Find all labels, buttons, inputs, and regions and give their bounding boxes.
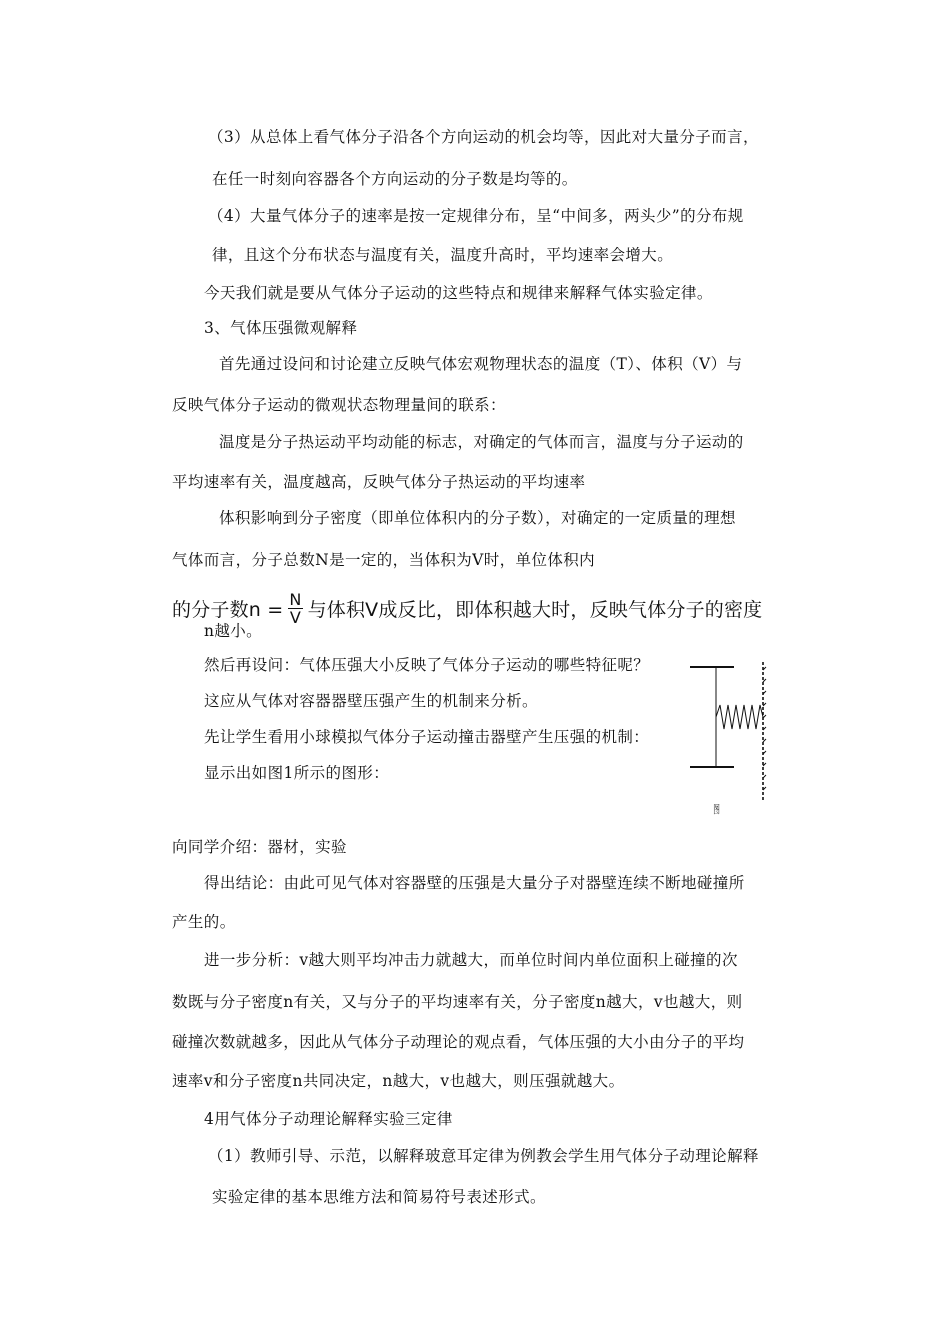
formula-suffix: 与体积V成反比，即体积越大时，反映气体分子的密度	[307, 598, 763, 621]
further-analysis-line-3: 碰撞次数就越多，因此从气体分子动理论的观点看，气体压强的大小由分子的平均	[172, 1033, 745, 1051]
section-4-heading: 4用气体分子动理论解释实验三定律	[204, 1110, 453, 1128]
intro-line-1: 首先通过设问和讨论建立反映气体宏观物理状态的温度（T）、体积（V）与	[219, 355, 743, 373]
n-smaller-line: n越小。	[204, 622, 263, 640]
paragraph-3-line-2: 在任一时刻向容器各个方向运动的分子数是均等的。	[212, 170, 578, 188]
teacher-line-1: （1）教师引导、示范，以解释玻意耳定律为例教会学生用气体分子动理论解释	[208, 1147, 759, 1165]
further-analysis-line-2: 数既与分子密度n有关，又与分子的平均速率有关，分子密度n越大，v也越大，则	[172, 993, 743, 1011]
fraction-numerator: N	[289, 589, 302, 609]
figure-1-diagram	[684, 660, 774, 830]
paragraph-4-line-2: 律，且这个分布状态与温度有关，温度升高时，平均速率会增大。	[212, 246, 674, 264]
spring-zigzag	[716, 705, 763, 729]
conclusion-line-2: 产生的。	[172, 913, 236, 931]
formula-prefix: 的分子数n =	[172, 598, 284, 621]
analyze-line: 这应从气体对容器器壁压强产生的机制来分析。	[204, 692, 538, 710]
paragraph-4-line-1: （4）大量气体分子的速率是按一定规律分布，呈“中间多，两头少”的分布规	[208, 207, 744, 225]
introduce-line: 向同学介绍：器材，实验	[172, 838, 347, 856]
teacher-line-2: 实验定律的基本思维方法和简易符号表述形式。	[212, 1188, 546, 1206]
figure-caption: 图	[713, 803, 720, 816]
temperature-line-2: 平均速率有关，温度越高，反映气体分子热运动的平均速率	[172, 473, 586, 491]
demo-line: 先让学生看用小球模拟气体分子运动撞击器壁产生压强的机制：	[204, 728, 650, 746]
spring-wall-figure	[684, 660, 774, 830]
fraction-denominator: V	[289, 607, 302, 627]
paragraph-3-line-1: （3）从总体上看气体分子沿各个方向运动的机会均等，因此对大量分子而言，	[208, 128, 759, 146]
intro-line-2: 反映气体分子运动的微观状态物理量间的联系：	[172, 396, 506, 414]
temperature-line-1: 温度是分子热运动平均动能的标志，对确定的气体而言，温度与分子运动的	[219, 433, 744, 451]
volume-line-1: 体积影响到分子密度（即单位体积内的分子数），对确定的一定质量的理想	[219, 509, 736, 527]
volume-line-2: 气体而言，分子总数N是一定的，当体积为V时，单位体积内	[172, 551, 596, 569]
fraction-n-over-v	[287, 591, 303, 626]
further-analysis-line-1: 进一步分析：v越大则平均冲击力就越大，而单位时间内单位面积上碰撞的次	[204, 951, 738, 969]
question-line: 然后再设问：气体压强大小反映了气体分子运动的哪些特征呢？	[204, 656, 650, 674]
conclusion-line-1: 得出结论：由此可见气体对容器壁的压强是大量分子对器壁连续不断地碰撞所	[204, 874, 745, 892]
today-paragraph: 今天我们就是要从气体分子运动的这些特点和规律来解释气体实验定律。	[204, 284, 713, 302]
section-3-heading: 3、气体压强微观解释	[204, 319, 358, 337]
show-figure-line: 显示出如图1所示的图形：	[204, 764, 390, 782]
further-analysis-line-4: 速率v和分子密度n共同决定，n越大，v也越大，则压强就越大。	[172, 1072, 625, 1090]
